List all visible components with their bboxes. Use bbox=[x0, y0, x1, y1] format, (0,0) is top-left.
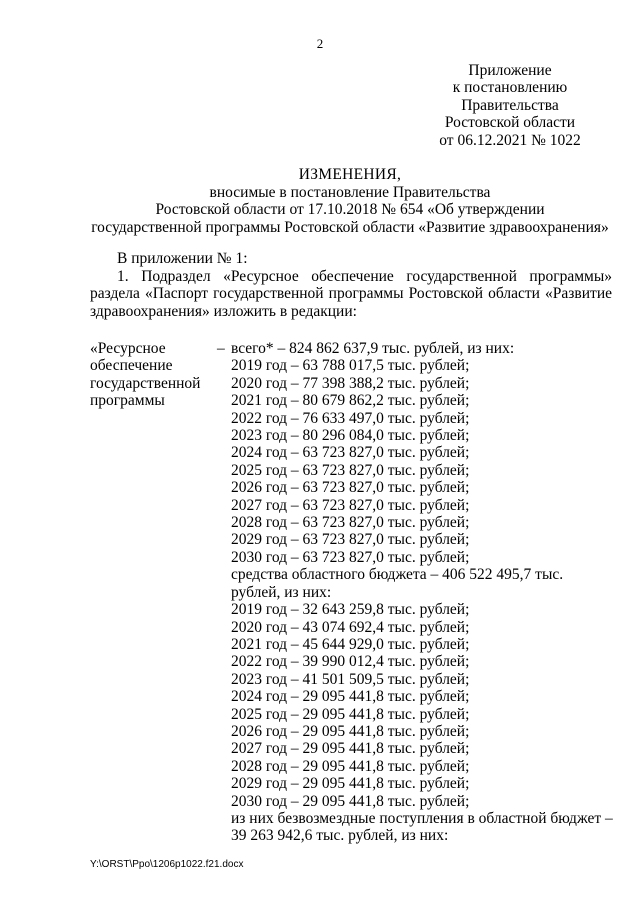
heading-line: Ростовской области от 17.10.2018 № 654 «Об утверждении bbox=[155, 201, 545, 218]
regional-budget-funding: средства областного бюджета – 406 522 495,7 тыс. рублей, из них: bbox=[231, 566, 564, 601]
file-path-footer: Y:\ORST\Ppo\1206p1022.f21.docx bbox=[90, 859, 244, 870]
page-number: 2 bbox=[316, 36, 324, 51]
document-heading bbox=[90, 166, 610, 236]
approval-line: Приложение bbox=[468, 62, 552, 79]
intro-paragraph: В приложении № 1: bbox=[117, 250, 248, 267]
regional-year-row: 2030 год – 29 095 441,8 тыс. рублей; bbox=[231, 792, 470, 810]
regional-year-row: 2019 год – 32 643 259,8 тыс. рублей; bbox=[231, 601, 470, 619]
total-year-row: 2027 год – 63 723 827,0 тыс. рублей; bbox=[231, 496, 470, 514]
regional-year-row: 2020 год – 43 074 692,4 тыс. рублей; bbox=[231, 618, 470, 636]
total-year-row: 2030 год – 63 723 827,0 тыс. рублей; bbox=[231, 548, 470, 566]
heading-line: государственной программы Ростовской области «Развитие здравоохранения» bbox=[91, 218, 609, 236]
resource-label-line: программы bbox=[90, 392, 165, 410]
regional-year-row: 2021 год – 45 644 929,0 тыс. рублей; bbox=[231, 635, 470, 653]
approval-block bbox=[430, 62, 590, 149]
approval-line: к постановлению bbox=[452, 79, 568, 97]
resource-values bbox=[231, 340, 614, 845]
resource-label-line: обеспечение bbox=[90, 357, 173, 375]
total-year-row: 2019 год – 63 788 017,5 тыс. рублей; bbox=[231, 357, 470, 375]
regional-year-row: 2029 год – 29 095 441,8 тыс. рублей; bbox=[231, 775, 470, 793]
amendment-paragraph: 1. Подраздел «Ресурсное обеспечение государственной программы» раздела «Паспорт государственной программы Ростовской области «Развитие здравоохранения» изложить в редакции: bbox=[90, 267, 612, 320]
total-year-row: 2021 год – 80 679 862,2 тыс. рублей; bbox=[231, 392, 470, 410]
regional-year-row: 2025 год – 29 095 441,8 тыс. рублей; bbox=[231, 705, 470, 723]
total-year-row: 2026 год – 63 723 827,0 тыс. рублей; bbox=[231, 479, 470, 497]
gratuitous-receipts: из них безвозмездные поступления в областной бюджет – 39 263 942,6 тыс. рублей, из них: bbox=[231, 809, 613, 845]
approval-line: Ростовской области bbox=[444, 114, 576, 132]
total-year-row: 2029 год – 63 723 827,0 тыс. рублей; bbox=[231, 531, 470, 549]
total-year-row: 2020 год – 77 398 388,2 тыс. рублей; bbox=[231, 374, 470, 392]
total-year-row: 2028 год – 63 723 827,0 тыс. рублей; bbox=[231, 514, 470, 532]
heading-line: вносимые в постановление Правительства bbox=[209, 183, 491, 201]
regional-year-row: 2027 год – 29 095 441,8 тыс. рублей; bbox=[231, 740, 470, 758]
resource-label-line: «Ресурсное bbox=[90, 340, 166, 357]
regional-year-row: 2024 год – 29 095 441,8 тыс. рублей; bbox=[231, 688, 470, 706]
regional-year-row: 2028 год – 29 095 441,8 тыс. рублей; bbox=[231, 757, 470, 775]
total-year-row: 2024 год – 63 723 827,0 тыс. рублей; bbox=[231, 444, 470, 462]
approval-line: Правительства bbox=[461, 96, 559, 114]
resource-label-line: государственной bbox=[90, 374, 201, 392]
regional-year-row: 2022 год – 39 990 012,4 тыс. рублей; bbox=[231, 653, 470, 671]
resource-label bbox=[90, 340, 218, 410]
document-title: ИЗМЕНЕНИЯ, bbox=[298, 166, 402, 183]
total-year-row: 2023 год – 80 296 084,0 тыс. рублей; bbox=[231, 427, 470, 445]
resource-dash: – bbox=[217, 340, 225, 357]
total-year-row: 2025 год – 63 723 827,0 тыс. рублей; bbox=[231, 461, 470, 479]
intro-section bbox=[90, 250, 612, 320]
regional-year-row: 2023 год – 41 501 509,5 тыс. рублей; bbox=[231, 670, 470, 688]
regional-year-row: 2026 год – 29 095 441,8 тыс. рублей; bbox=[231, 722, 470, 740]
total-funding: всего* – 824 862 637,9 тыс. рублей, из них: bbox=[231, 340, 515, 357]
total-year-row: 2022 год – 76 633 497,0 тыс. рублей; bbox=[231, 409, 470, 427]
approval-line: от 06.12.2021 № 1022 bbox=[439, 131, 581, 149]
